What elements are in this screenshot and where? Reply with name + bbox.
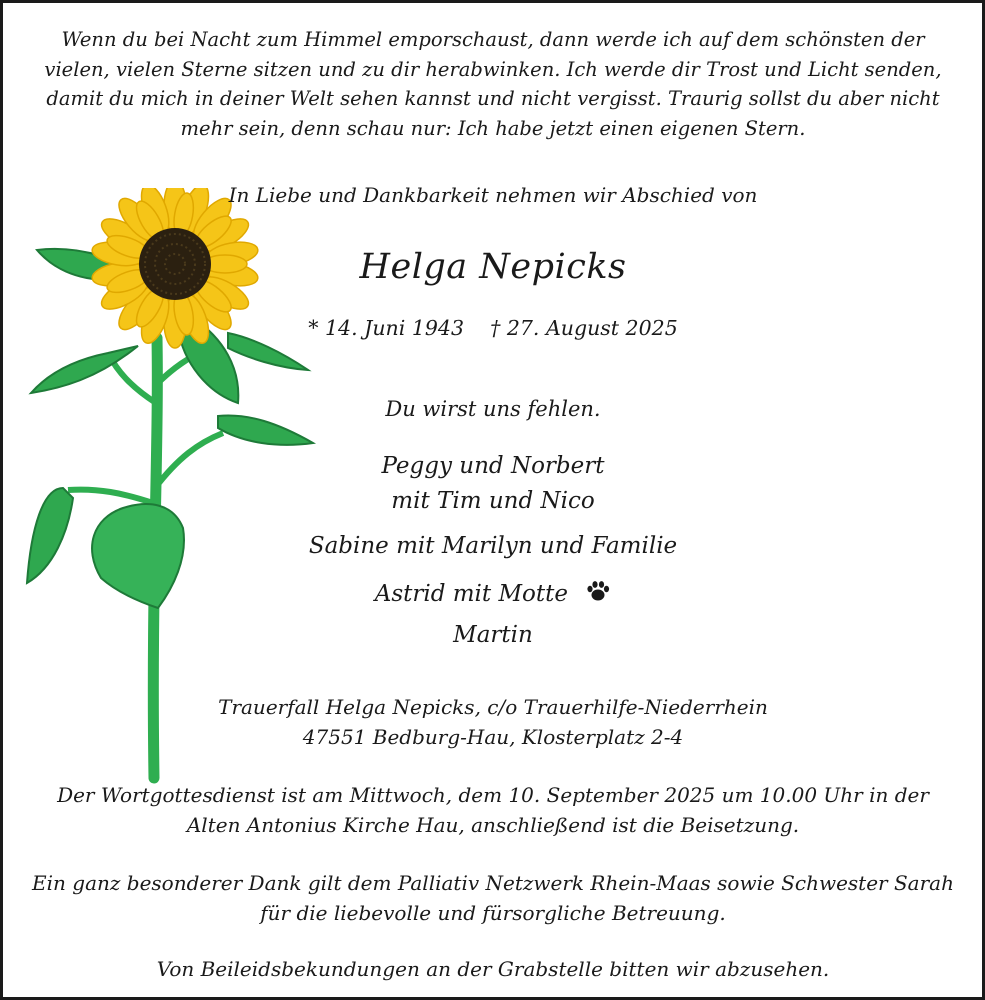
poem-line: Wenn du bei Nacht zum Himmel emporschaust, dann werde ich auf dem schönsten der [61,28,925,51]
leaf [92,504,184,608]
flower-head [90,188,259,348]
family-line: Martin [453,622,533,648]
family-line-text: Astrid mit Motte [374,581,568,607]
poem [23,25,963,143]
farewell-text: Du wirst uns fehlen. [385,397,601,421]
closing-note: Von Beileidsbekundungen an der Grabstelle bitten wir abzusehen. [156,957,830,981]
poem-line: vielen, vielen Sterne sitzen und zu dir herabwinken. Ich werde dir Trost und Licht senden, [44,57,942,81]
address-line: Trauerfall Helga Nepicks, c/o Trauerhilfe-Niederrhein [218,695,768,719]
service-line: Der Wortgottesdienst ist am Mittwoch, dem 10. September 2025 um 10.00 Uhr in der [57,783,929,807]
leaf [27,488,73,583]
thanks-line: für die liebevolle und fürsorgliche Betreuung. [260,901,726,925]
service-line: Alten Antonius Kirche Hau, anschließend ist die Beisetzung. [186,813,800,837]
branch [155,433,223,488]
thanks-line: Ein ganz besonderer Dank gilt dem Palliativ Netzwerk Rhein-Maas sowie Schwester Sarah [32,871,954,895]
deceased-name: Helga Nepicks [359,247,627,287]
flower-center [139,228,211,300]
intro-text: In Liebe und Dankbarkeit nehmen wir Abschied von [228,183,758,207]
branch [68,490,153,503]
life-dates: * 14. Juni 1943 † 27. August 2025 [308,316,678,340]
family-line-astrid [343,578,643,607]
family-line: Peggy und Norbert [381,453,605,479]
paw-icon [585,578,611,604]
poem-line: damit du mich in deiner Welt sehen kannst und nicht vergisst. Traurig sollst du aber nicht [46,87,940,110]
family-line: mit Tim und Nico [391,488,595,514]
family-line: Sabine mit Marilyn und Familie [308,533,678,559]
poem-line: mehr sein, denn schau nur: Ich habe jetzt einen eigenen Stern. [180,116,806,140]
address-line: 47551 Bedburg-Hau, Klosterplatz 2-4 [302,725,684,749]
